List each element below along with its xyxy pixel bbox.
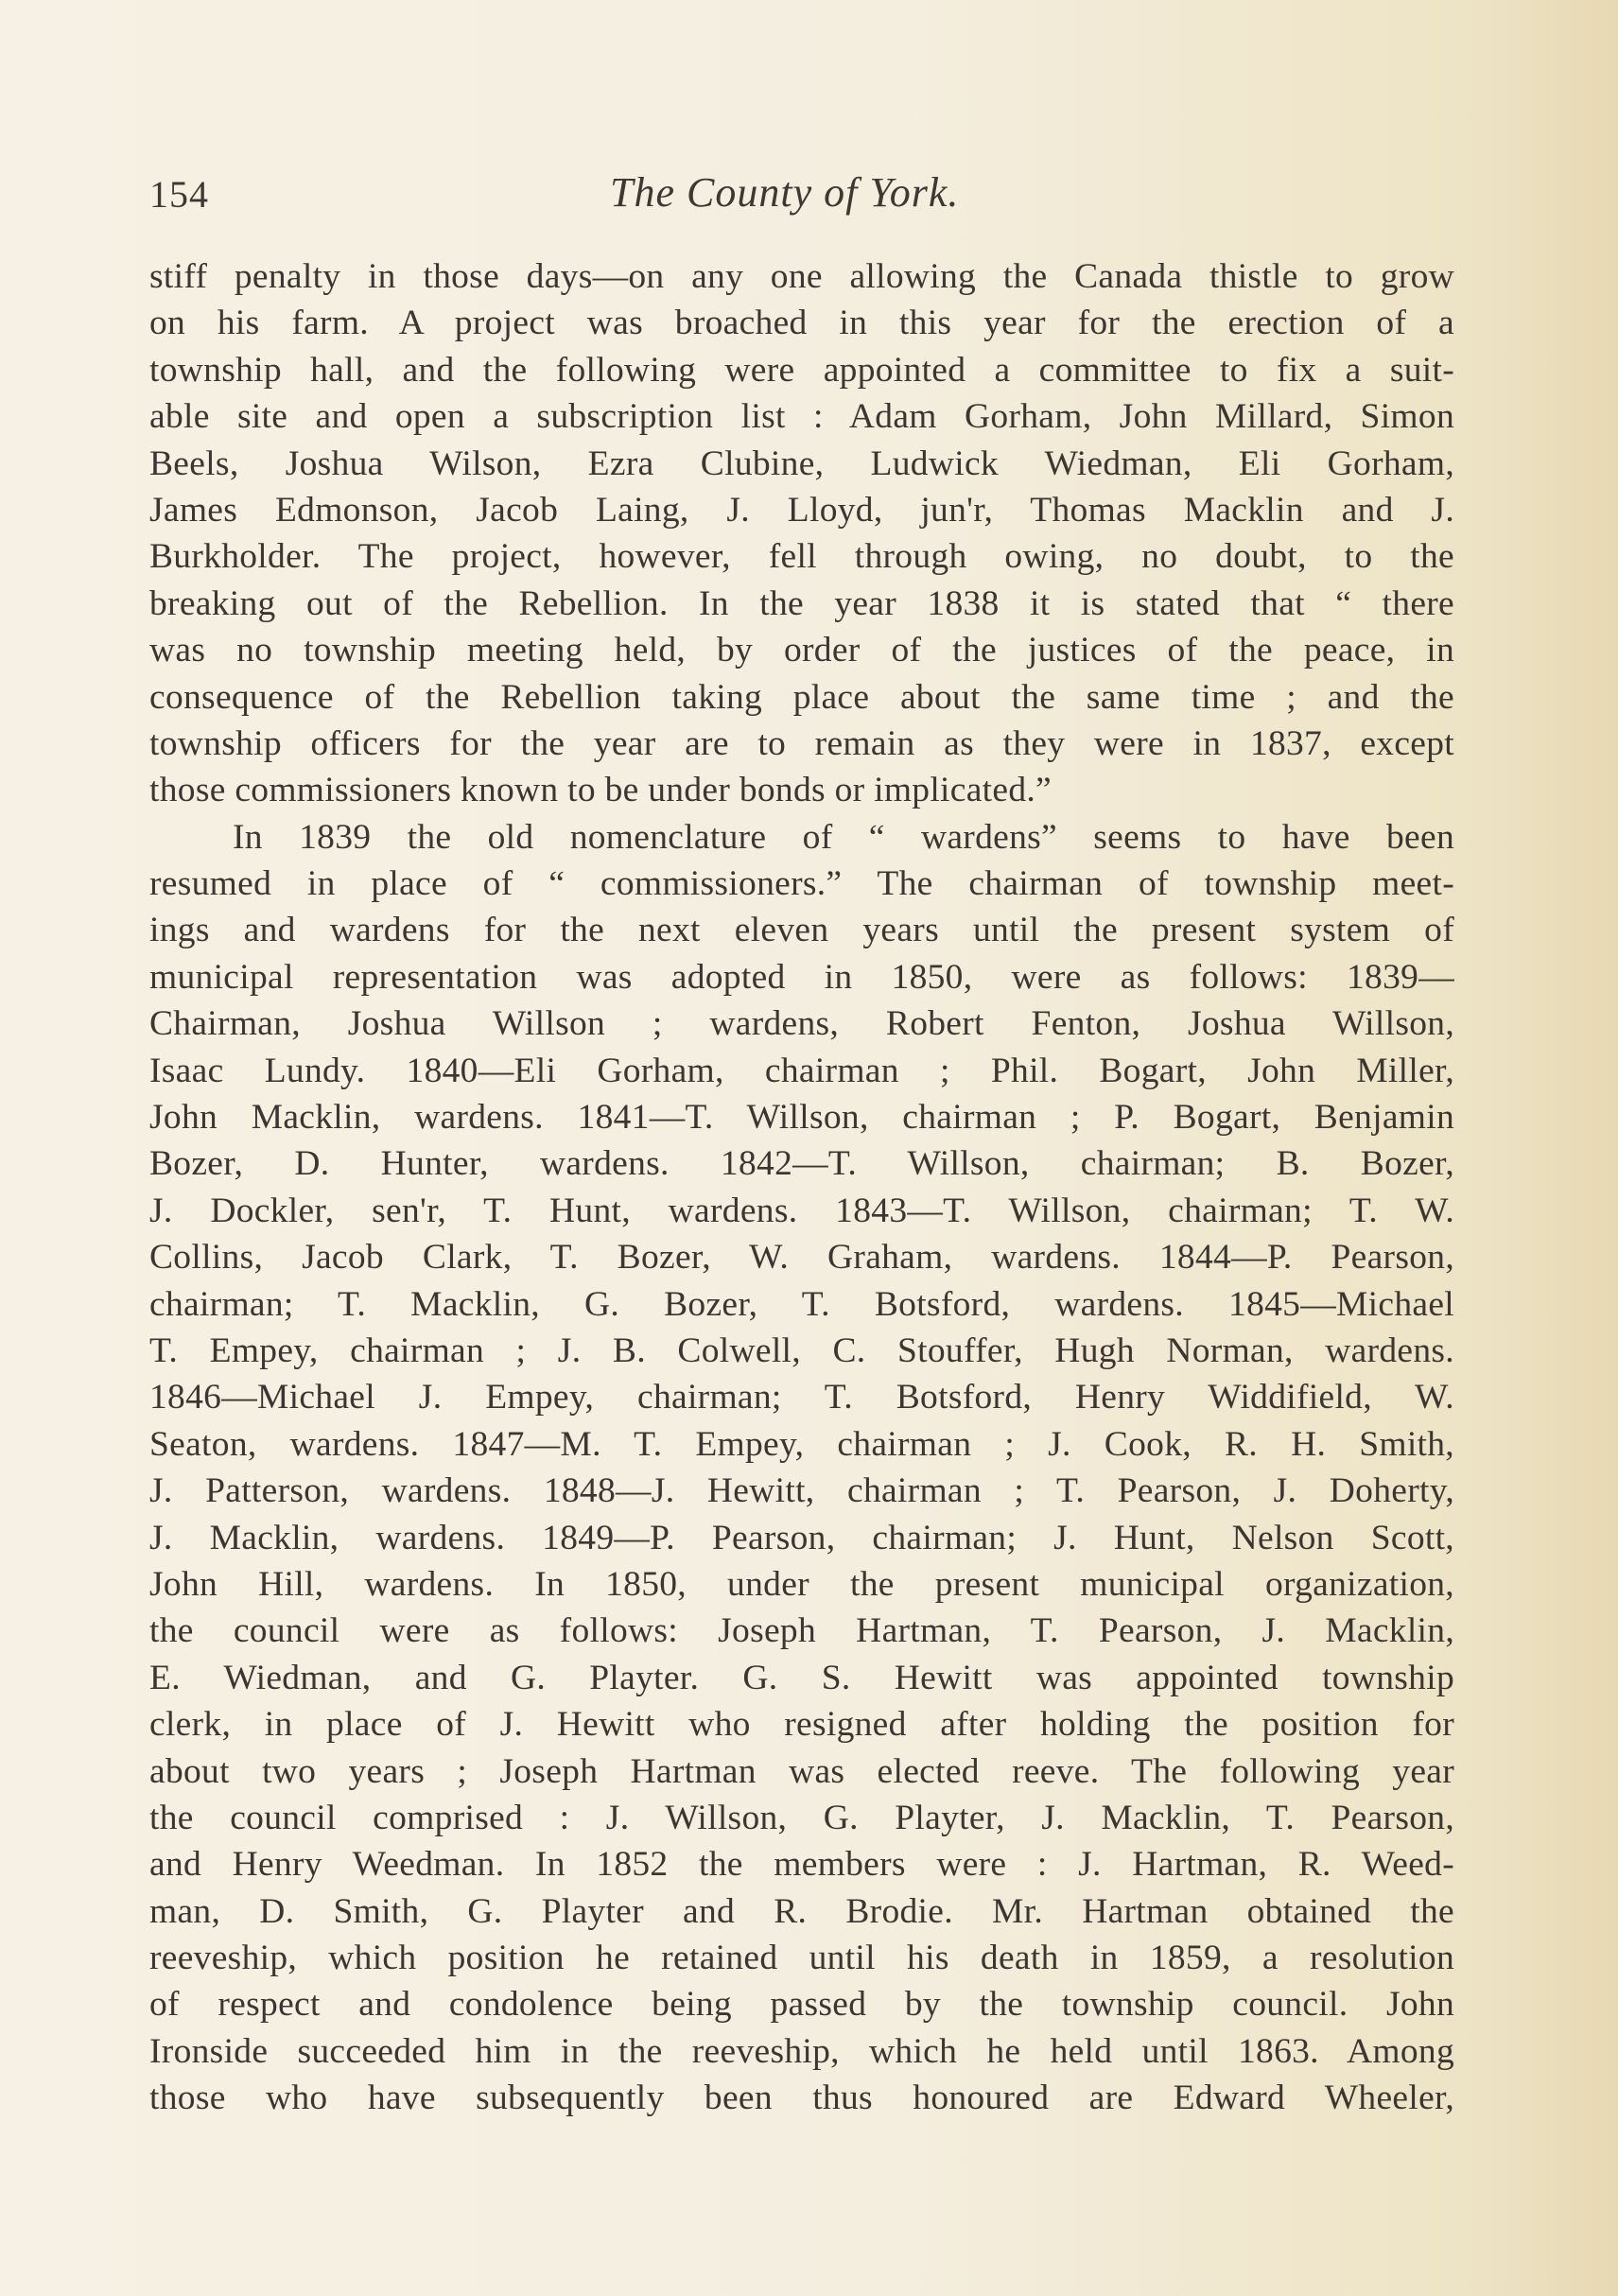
text-line: reeveship, which position he retained until his death in 1859, a resolution <box>149 1939 1454 1978</box>
text-line: Chairman, Joshua Willson ; wardens, Robert Fenton, Joshua Willson, <box>149 1004 1454 1044</box>
body-text <box>149 253 1454 2122</box>
text-line: breaking out of the Rebellion. In the year 1838 it is stated that “ there <box>149 583 1454 623</box>
text-line: resumed in place of “ commissioners.” The chairman of township meet- <box>149 864 1454 904</box>
text-line: Ironside succeeded him in the reeveship, which he held until 1863. Among <box>149 2031 1454 2071</box>
text-line: John Macklin, wardens. 1841—T. Willson, chairman ; P. Bogart, Benjamin <box>149 1098 1454 1138</box>
text-line: Beels, Joshua Wilson, Ezra Clubine, Ludwick Wiedman, Eli Gorham, <box>149 444 1454 483</box>
paragraph-start-line: In 1839 the old nomenclature of “ wardens” seems to have been <box>233 817 1454 857</box>
text-line: 1846—Michael J. Empey, chairman; T. Botsford, Henry Widdifield, W. <box>149 1378 1454 1418</box>
text-line: Collins, Jacob Clark, T. Bozer, W. Graham, wardens. 1844—P. Pearson, <box>149 1238 1454 1278</box>
running-title: The County of York. <box>610 169 960 216</box>
text-line: clerk, in place of J. Hewitt who resigned after holding the position for <box>149 1705 1454 1745</box>
text-line: township officers for the year are to remain as they were in 1837, except <box>149 723 1454 763</box>
text-line: township hall, and the following were appointed a committee to fix a suit- <box>149 350 1454 390</box>
page-header <box>142 168 1456 225</box>
text-line: of respect and condolence being passed by the township council. John <box>149 1985 1454 2025</box>
text-line: man, D. Smith, G. Playter and R. Brodie. Mr. Hartman obtained the <box>149 1891 1454 1931</box>
text-line: J. Dockler, sen'r, T. Hunt, wardens. 1843—T. Willson, chairman; T. W. <box>149 1191 1454 1230</box>
text-line: the council were as follows: Joseph Hartman, T. Pearson, J. Macklin, <box>149 1611 1454 1651</box>
text-line: Bozer, D. Hunter, wardens. 1842—T. Willson, chairman; B. Bozer, <box>149 1144 1454 1184</box>
text-line: E. Wiedman, and G. Playter. G. S. Hewitt was appointed township <box>149 1658 1454 1697</box>
page-number: 154 <box>149 173 209 216</box>
page-edge-shading <box>1486 0 1618 2296</box>
text-line: the council comprised : J. Willson, G. Playter, J. Macklin, T. Pearson, <box>149 1798 1454 1837</box>
text-line: chairman; T. Macklin, G. Bozer, T. Botsford, wardens. 1845—Michael <box>149 1284 1454 1324</box>
text-line: was no township meeting held, by order of the justices of the peace, in <box>149 631 1454 670</box>
text-line: consequence of the Rebellion taking place about the same time ; and the <box>149 677 1454 717</box>
text-line: and Henry Weedman. In 1852 the members were : J. Hartman, R. Weed- <box>149 1845 1454 1885</box>
text-line: Seaton, wardens. 1847—M. T. Empey, chairman ; J. Cook, R. H. Smith, <box>149 1424 1454 1464</box>
text-line: those who have subsequently been thus honoured are Edward Wheeler, <box>149 2079 1454 2118</box>
paragraph-end-line: those commissioners known to be under bonds or implicated.” <box>149 771 1052 810</box>
text-line: ings and wardens for the next eleven years until the present system of <box>149 911 1454 950</box>
text-line: T. Empey, chairman ; J. B. Colwell, C. Stouffer, Hugh Norman, wardens. <box>149 1331 1454 1370</box>
text-line: stiff penalty in those days—on any one allowing the Canada thistle to grow <box>149 257 1454 296</box>
text-line: municipal representation was adopted in 1850, were as follows: 1839— <box>149 957 1454 997</box>
text-line: Burkholder. The project, however, fell through owing, no doubt, to the <box>149 537 1454 577</box>
text-line: on his farm. A project was broached in this year for the erection of a <box>149 304 1454 343</box>
text-line: James Edmonson, Jacob Laing, J. Lloyd, jun'r, Thomas Macklin and J. <box>149 490 1454 530</box>
text-line: Isaac Lundy. 1840—Eli Gorham, chairman ; Phil. Bogart, John Miller, <box>149 1051 1454 1090</box>
text-line: about two years ; Joseph Hartman was elected reeve. The following year <box>149 1751 1454 1791</box>
text-line: J. Patterson, wardens. 1848—J. Hewitt, chairman ; T. Pearson, J. Doherty, <box>149 1471 1454 1511</box>
text-line: J. Macklin, wardens. 1849—P. Pearson, chairman; J. Hunt, Nelson Scott, <box>149 1518 1454 1557</box>
text-line: John Hill, wardens. In 1850, under the present municipal organization, <box>149 1564 1454 1604</box>
text-line: able site and open a subscription list : Adam Gorham, John Millard, Simon <box>149 397 1454 437</box>
